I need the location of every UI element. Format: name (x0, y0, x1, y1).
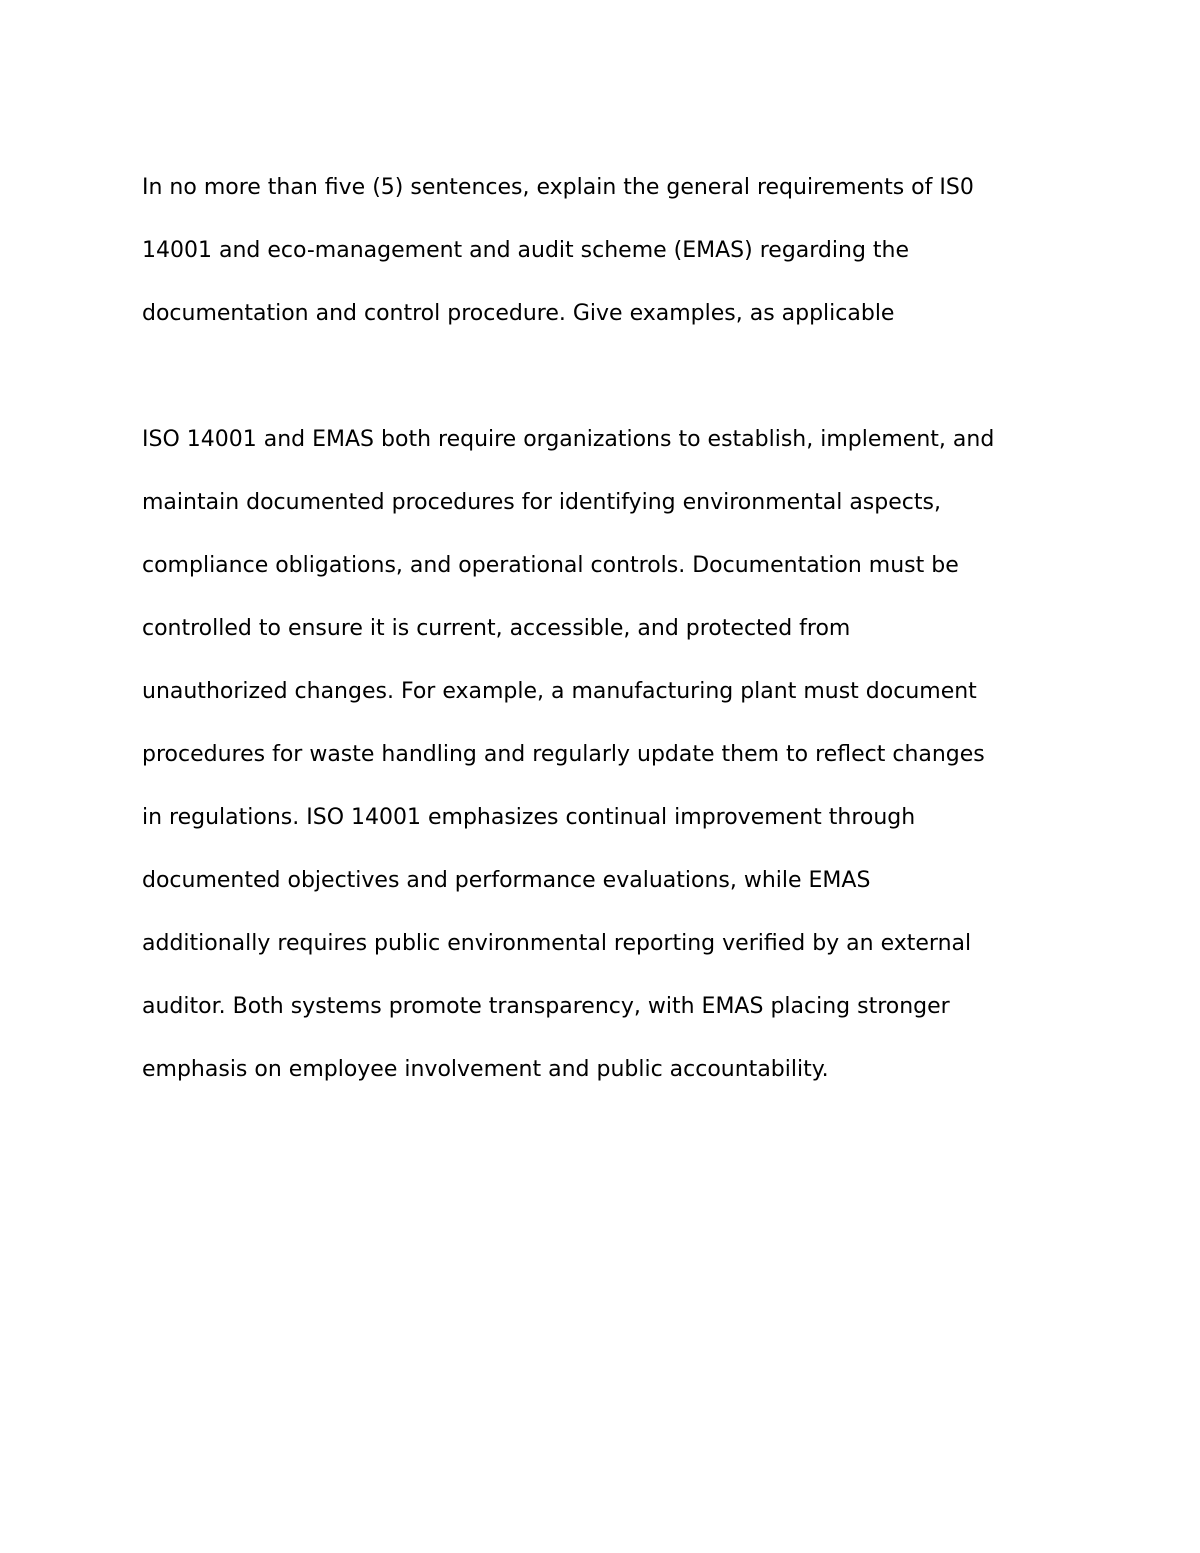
question-line: 14001 and eco-management and audit scheme (EMAS) regarding the (142, 237, 910, 263)
answer-line: documented objectives and performance evaluations, while EMAS (142, 867, 871, 893)
answer-line: compliance obligations, and operational controls. Documentation must be (142, 552, 959, 578)
answer-line: additionally requires public environmental reporting verified by an external (142, 930, 972, 956)
document-body (142, 140, 1072, 1085)
question-paragraph (142, 140, 1072, 329)
answer-line: auditor. Both systems promote transparency, with EMAS placing stronger (142, 993, 950, 1019)
answer-line: maintain documented procedures for identifying environmental aspects, (142, 489, 941, 515)
answer-line: unauthorized changes. For example, a manufacturing plant must document (142, 678, 977, 704)
answer-line: procedures for waste handling and regularly update them to reflect changes (142, 741, 985, 767)
question-line: documentation and control procedure. Give examples, as applicable (142, 300, 895, 326)
answer-paragraph (142, 392, 1072, 1085)
answer-line: ISO 14001 and EMAS both require organizations to establish, implement, and (142, 426, 995, 452)
question-line: In no more than five (5) sentences, explain the general requirements of IS0 (142, 174, 974, 200)
answer-line: emphasis on employee involvement and public accountability. (142, 1056, 829, 1082)
answer-line: controlled to ensure it is current, accessible, and protected from (142, 615, 851, 641)
answer-line: in regulations. ISO 14001 emphasizes continual improvement through (142, 804, 916, 830)
